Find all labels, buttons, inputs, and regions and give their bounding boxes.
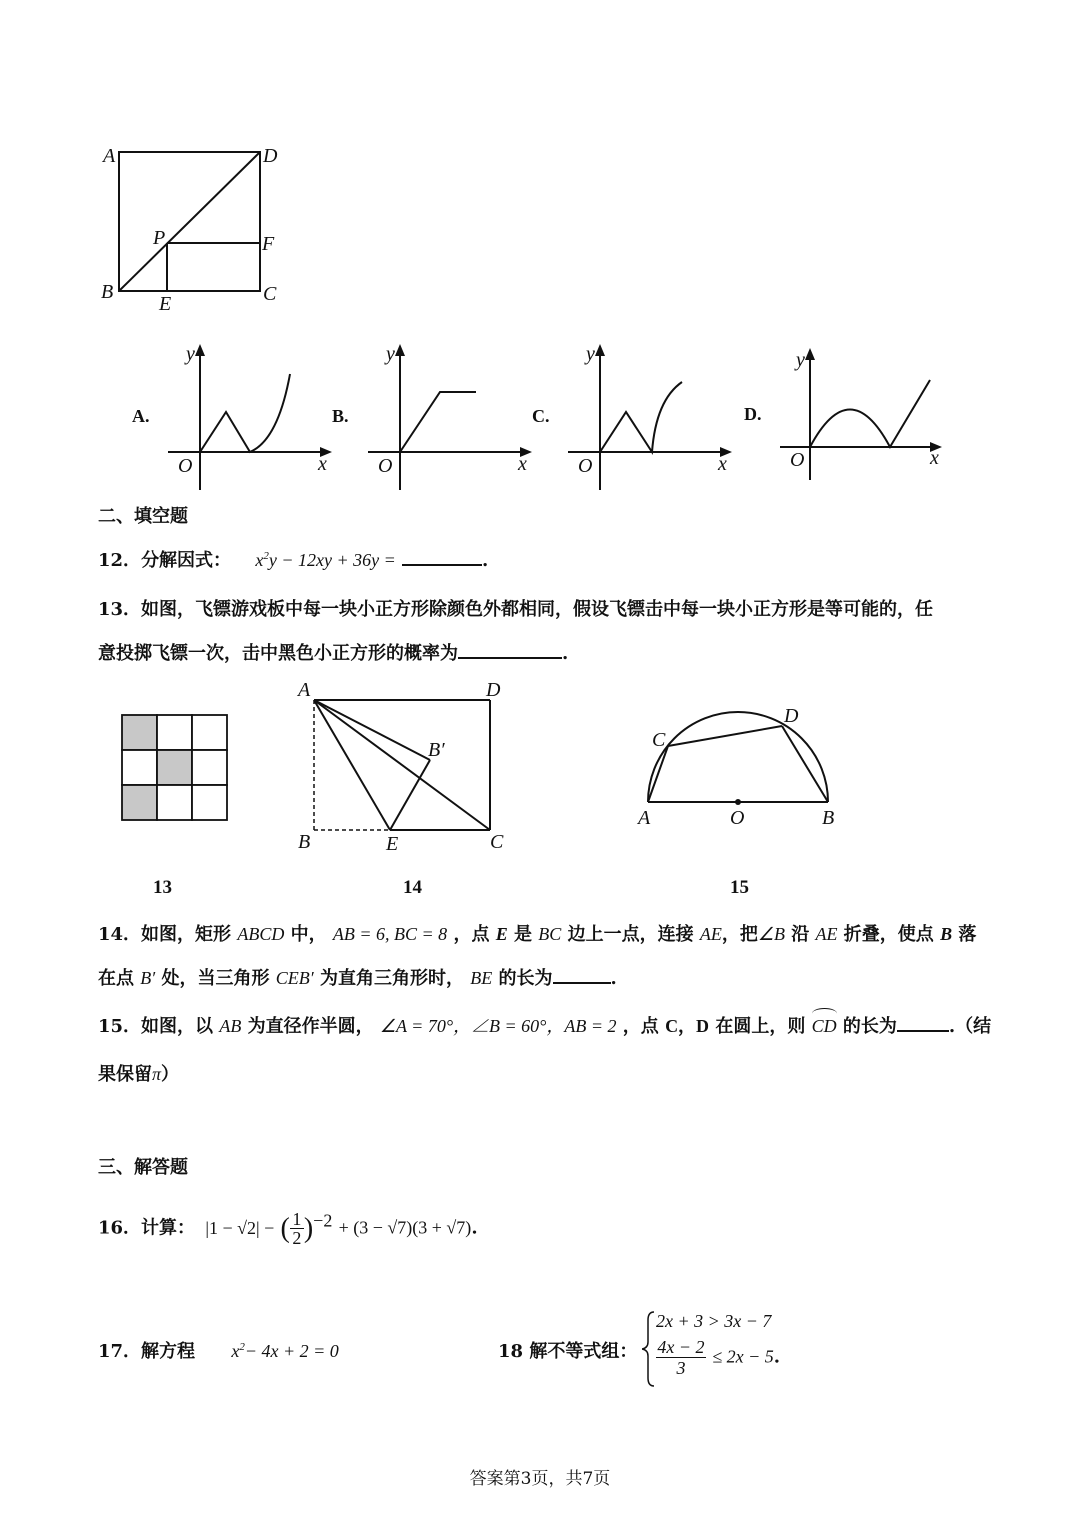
question-14-line1: 14．如图，矩形 ABCD 中， AB = 6, BC = 8 ，点 E 是 BC 边上一点，连接 AE，把∠B 沿 AE 折叠，使点 B 落: [98, 924, 977, 945]
label-B: B: [101, 281, 114, 303]
grid-cell-shaded: [157, 750, 192, 785]
figure-caption-13: 13: [153, 877, 172, 898]
question-13-line2: 意投掷飞镖一次，击中黑色小正方形的概率为 .: [98, 639, 568, 665]
answer-blank[interactable]: [402, 546, 482, 566]
rectangle-fold-figure: [290, 676, 520, 860]
x-axis-label: x: [318, 453, 327, 475]
dartboard-grid: [120, 713, 232, 825]
semicircle-figure: [630, 700, 850, 834]
label-B: B: [298, 831, 311, 853]
grid-cell: [192, 750, 227, 785]
question-13-line1: 13．如图，飞镖游戏板中每一块小正方形除颜色外都相同，假设飞镖击中每一块小正方形是等可能的，任: [98, 599, 934, 620]
grid-cell: [157, 715, 192, 750]
option-letter: A.: [132, 406, 150, 426]
label-D: D: [263, 145, 278, 167]
label-B-prime: B′: [428, 739, 445, 761]
grid-cell: [122, 750, 157, 785]
label-E: E: [159, 293, 172, 315]
label-D: D: [784, 705, 799, 727]
question-15-line2: 果保留π）: [98, 1064, 180, 1085]
origin-label: O: [578, 455, 593, 477]
question-16: 16．计算： |1 − √2| − ( $\frac{1}{2}$ )$^{-2}$ + (3 − √7)(3 + √7).: [98, 1209, 478, 1248]
question-18: 18 解不等式组：: [498, 1341, 638, 1362]
fraction-numerator: 4x − 2: [657, 1337, 705, 1357]
page-footer: 答案第3页，共7页: [469, 1469, 611, 1489]
option-letter: B.: [332, 406, 349, 426]
option-letter: C.: [532, 406, 550, 426]
grid-cell: [192, 715, 227, 750]
inequality-2: ≤ 2x − 5: [712, 1346, 774, 1367]
origin-label: O: [178, 455, 193, 477]
label-P: P: [153, 227, 166, 249]
y-axis-label: y: [386, 343, 395, 365]
label-O: O: [730, 807, 745, 829]
figure-caption-15: 15: [730, 877, 749, 898]
answer-blank[interactable]: [458, 639, 562, 659]
label-C: C: [652, 729, 666, 751]
question-17: 17．解方程 $x^2- 4x + 2 = 0$: [98, 1341, 339, 1362]
label-E: E: [386, 833, 399, 855]
inequality-1: 2x + 3 > 3x − 7: [656, 1311, 772, 1331]
figure-caption-14: 14: [403, 877, 422, 898]
label-F: F: [262, 233, 275, 255]
section-heading: 三、解答题: [98, 1157, 188, 1178]
answer-blank[interactable]: [897, 1012, 949, 1032]
grid-cell: [157, 785, 192, 820]
option-graph-d: [740, 340, 950, 494]
question-12: 12．分解因式： $x^2y - 12xy + 36y$ = .: [98, 546, 488, 572]
y-axis-label: y: [186, 343, 195, 365]
label-A: A: [103, 145, 116, 167]
grid-cell-shaded: [122, 715, 157, 750]
x-axis-label: x: [930, 447, 939, 469]
question-15-line1: 15．如图，以 AB 为直径作半圆， ∠A = 70°，∠B = 60°，AB = 2 ，点 C，D 在圆上，则 CD 的长为 .（结: [98, 1012, 991, 1038]
grid-cell: [192, 785, 227, 820]
x-axis-label: x: [518, 453, 527, 475]
option-letter: D.: [744, 404, 762, 424]
label-C: C: [263, 283, 277, 305]
label-B: B: [822, 807, 835, 829]
label-A: A: [638, 807, 651, 829]
section-heading: 二、填空题: [98, 506, 188, 527]
x-axis-label: x: [718, 453, 727, 475]
option-graph-c: [528, 340, 738, 494]
grid-cell-shaded: [122, 785, 157, 820]
origin-label: O: [378, 455, 393, 477]
option-graph-a: [128, 340, 338, 494]
y-axis-label: y: [586, 343, 595, 365]
answer-blank[interactable]: [553, 964, 611, 984]
label-D: D: [486, 679, 501, 701]
label-C: C: [490, 831, 504, 853]
origin-label: O: [790, 449, 805, 471]
square-figure: [95, 140, 295, 324]
fraction-denominator: 3: [676, 1358, 686, 1378]
question-14-line2: 在点 B′ 处，当三角形 CEB′ 为直角三角形时， BE 的长为 .: [98, 964, 617, 990]
label-A: A: [298, 679, 311, 701]
y-axis-label: y: [796, 349, 805, 371]
option-graph-b: [328, 340, 538, 494]
